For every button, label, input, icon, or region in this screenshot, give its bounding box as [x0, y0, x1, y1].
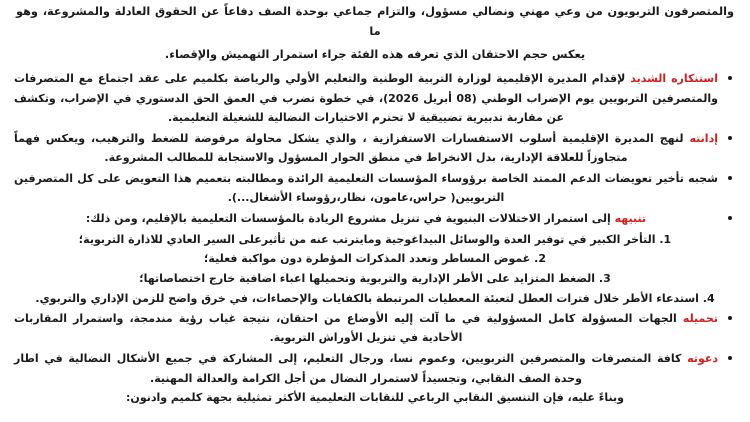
bullet-keyword: إدانته — [683, 131, 718, 145]
list-item — [14, 169, 736, 208]
list-item — [14, 349, 736, 388]
list-item — [14, 209, 736, 229]
bullet-text: الجهات المسؤولة كامل المسؤولية في ما آلت إليه الأوضاع من احتقان، نتيجة غياب رؤية مندمجة، واستمرار المقاربات الأحادية في تنزيل الأوراش التربوية. — [14, 311, 677, 345]
bullet-keyword: تنبيهه — [610, 212, 647, 226]
bullet-text: لإقدام المديرة الإقليمية لوزارة التربية الوطنية والتعليم الأولي والرياضة بكلميم على عقد اجتماع مع المتصرفات والمتصرفين التربويين يوم الإضراب الوطني (08 أبريل 2026)، في خطوة تضرب في العمق الحق الدستوري في الإضراب، وتكشف عن مقاربة تدبيرية تضييقية لا تحترم الاختيارات النضالية للشغيلة التعليمية. — [14, 71, 718, 125]
bullet-dot-icon — [728, 316, 732, 320]
bullet-dot-icon — [728, 356, 732, 360]
list-item — [14, 309, 736, 348]
bullet-list-secondary — [14, 309, 736, 388]
bullet-dot-icon — [728, 136, 732, 140]
bullet-dot-icon — [728, 216, 732, 220]
list-item — [14, 69, 736, 128]
closing-line: وبناءً عليه، فإن التنسيق النقابي الرباعي للنقابات التعليمية الأكثر تمثيلية بجهة كلميم وادنون: — [126, 391, 624, 405]
list-item: 3. الضغط المتزايد على الأطر الإدارية والتربوية وتحميلها اعباء اضافية خارج اختصاصاتها؛ — [139, 272, 611, 286]
list-item: 1. التأخر الكبير في توفير العدة والوسائل البيداغوجية ومايترتب عنه من تأثيرعلى السير العادي للاذارة التربوية؛ — [78, 232, 672, 246]
bullet-keyword: تحميله — [676, 311, 718, 325]
numbered-list — [14, 230, 736, 309]
bullet-text: شجبه تأخير تعويضات الدعم الممتد الخاصة برؤوساء المؤسسات التعليمية الرائدة ومطالبته بتعميم هذا التعويض على كل المتصرفين التربويين( حراس،عامون، نظار،رؤوساء الأشغال...). — [14, 171, 718, 205]
list-item — [14, 129, 736, 168]
intro-line-2: يعكس حجم الاحتقان الذي تعرفه هذه الفئة جراء استمرار التهميش والإقصاء. — [164, 47, 586, 61]
bullet-text: كافة المتصرفات والمتصرفين التربويين، وعموم نسا، ورجال التعليم، إلى المشاركة في جميع الأشكال النضالية في اطار وحدة الصف النقابي، وتجسيداً لاستمرار النضال من أجل الكرامة والعدالة المهنية. — [14, 351, 682, 385]
bullet-dot-icon — [728, 176, 732, 180]
bullet-keyword: دعوته — [681, 351, 718, 365]
list-item: 4. استدعاء الأطر خلال فترات العطل لتعبئة المعطيات المرتبطة بالكفايات والإحصاءات، في خرق واضح للزمن الإداري والتربوي. — [35, 292, 715, 305]
bullet-list-primary — [14, 69, 736, 229]
intro-paragraph — [14, 2, 736, 65]
bullet-dot-icon — [728, 76, 732, 80]
bullet-keyword: استنكاره الشديد — [625, 71, 718, 85]
list-item: 2. غموض المساطر وتعدد المذكرات المؤطرة دون مواكبة فعلية؛ — [204, 252, 546, 266]
bullet-text: لنهج المديرة الإقليمية أسلوب الاستفسارات الاستفزازية ، والذي يشكل محاولة مرفوضة للضغط والترهيب، ويعكس فهماً متجاوزاً للعلاقة الإدارية، بدل الانخراط في منطق الحوار المسؤول والاستجابة للمطالب المشروعة. — [14, 131, 684, 165]
intro-line-1: والمتصرفون التربويون من وعي مهني ونضالي مسؤول، والتزام جماعي بوحدة الصف دفاعاً عن الحقوق العادلة والمشروعة، وهو ما — [16, 5, 734, 39]
bullet-text: إلى استمرار الاختلالات البنيوية في تنزيل مشروع الريادة بالمؤسسات التعليمية بالإقليم، ومن ذلك: — [85, 212, 611, 226]
